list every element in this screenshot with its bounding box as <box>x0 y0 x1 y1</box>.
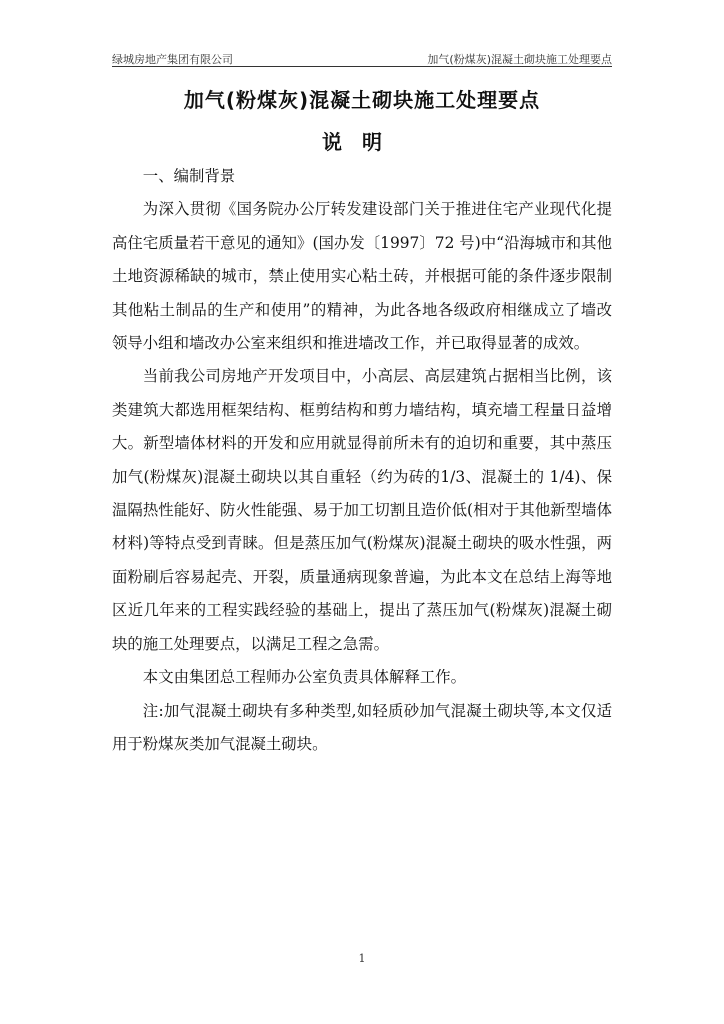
page-subtitle: 说明 <box>322 130 402 154</box>
header-company: 绿城房地产集团有限公司 <box>112 53 233 66</box>
header-doc-title: 加气(粉煤灰)混凝土砌块施工处理要点 <box>427 53 612 66</box>
paragraph-2: 当前我公司房地产开发项目中，小高层、高层建筑占据相当比例，该类建筑大都选用框架结构、框剪结构和剪力墙结构，填充墙工程量日益增大。新型墙体材料的开发和应用就显得前所未有的迫切和重要，其中蒸压加气(粉煤灰)混凝土砌块以其自重轻（约为砖的1/3、混凝土的 1/4)、保温隔热性能好、防火性能强、易于加工切割且造价低(相对于其他新型墙体材料)等特点受到青睐。但是蒸压加气(粉煤灰)混凝土砌块的吸水性强，两面粉刷后容易起壳、开裂，质量通病现象普遍，为此本文在总结上海等地区近几年来的工程实践经验的基础上，提出了蒸压加气(粉煤灰)混凝土砌块的施工处理要点，以满足工程之急需。 <box>112 367 612 653</box>
page-header <box>112 48 612 67</box>
document-body <box>112 160 612 761</box>
paragraph-1: 为深入贯彻《国务院办公厅转发建设部门关于推进住宅产业现代化提高住宅质量若干意见的通知》(国办发〔1997〕72 号)中“沿海城市和其他土地资源稀缺的城市，禁止使用实心粘土砖，并根据可能的条件逐步限制其他粘土制品的生产和使用”的精神，为此各地各级政府相继成立了墙改领导小组和墙改办公室来组织和推进墙改工作，并已取得显著的成效。 <box>112 200 612 353</box>
paragraph-4: 注:加气混凝土砌块有多种类型,如轻质砂加气混凝土砌块等,本文仅适用于粉煤灰类加气混凝土砌块。 <box>112 701 612 753</box>
section-heading: 一、编制背景 <box>142 167 236 185</box>
page-title: 加气(粉煤灰)混凝土砌块施工处理要点 <box>183 88 541 112</box>
page-number: 1 <box>358 952 366 965</box>
paragraph-3: 本文由集团总工程师办公室负责具体解释工作。 <box>142 668 467 687</box>
